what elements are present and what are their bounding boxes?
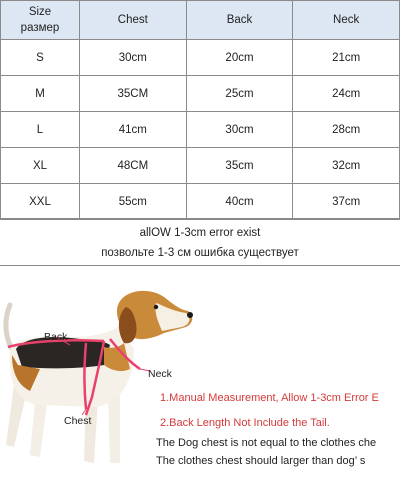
table-row xyxy=(1,148,400,184)
cell-neck: 32cm xyxy=(293,148,400,184)
cell-chest: 55cm xyxy=(80,184,187,220)
cell-back: 30cm xyxy=(186,112,293,148)
cell-back: 40cm xyxy=(186,184,293,220)
header-size-ru: размер xyxy=(20,22,60,34)
neck-measure-label: Neck xyxy=(148,368,172,380)
error-note xyxy=(0,218,400,266)
table-header-row xyxy=(1,1,400,40)
cell-size: XXL xyxy=(1,184,80,220)
cell-chest: 41cm xyxy=(80,112,187,148)
cell-chest: 35CM xyxy=(80,76,187,112)
table-row xyxy=(1,76,400,112)
header-size xyxy=(1,1,80,40)
error-note-ru: позвольте 1-3 см ошибка существует xyxy=(101,247,299,259)
chest-measure-label: Chest xyxy=(64,415,92,427)
table-row xyxy=(1,40,400,76)
cell-neck: 24cm xyxy=(293,76,400,112)
cell-size: S xyxy=(1,40,80,76)
instruction-manual-measurement: 1.Manual Measurement, Allow 1-3cm Error E xyxy=(160,392,379,404)
instruction-chest-larger: The clothes chest should larger than dog’ s xyxy=(156,455,366,467)
cell-chest: 48CM xyxy=(80,148,187,184)
instruction-chest-note: The Dog chest is not equal to the clothes che xyxy=(156,437,377,449)
header-size-en: Size xyxy=(28,6,52,18)
back-measure-label: Back xyxy=(44,331,68,343)
cell-size: M xyxy=(1,76,80,112)
table-row xyxy=(1,184,400,220)
cell-back: 25cm xyxy=(186,76,293,112)
cell-neck: 28cm xyxy=(293,112,400,148)
header-neck: Neck xyxy=(293,1,400,40)
header-back: Back xyxy=(186,1,293,40)
cell-back: 35cm xyxy=(186,148,293,184)
error-note-en: allOW 1-3cm error exist xyxy=(139,227,261,239)
instruction-back-length: 2.Back Length Not Include the Tail. xyxy=(160,417,330,429)
cell-neck: 21cm xyxy=(293,40,400,76)
dog-measurement-illustration xyxy=(0,285,200,480)
cell-size: XL xyxy=(1,148,80,184)
header-chest: Chest xyxy=(80,1,187,40)
cell-back: 20cm xyxy=(186,40,293,76)
size-chart-table xyxy=(0,0,400,220)
cell-neck: 37cm xyxy=(293,184,400,220)
cell-chest: 30cm xyxy=(80,40,187,76)
table-row xyxy=(1,112,400,148)
cell-size: L xyxy=(1,112,80,148)
